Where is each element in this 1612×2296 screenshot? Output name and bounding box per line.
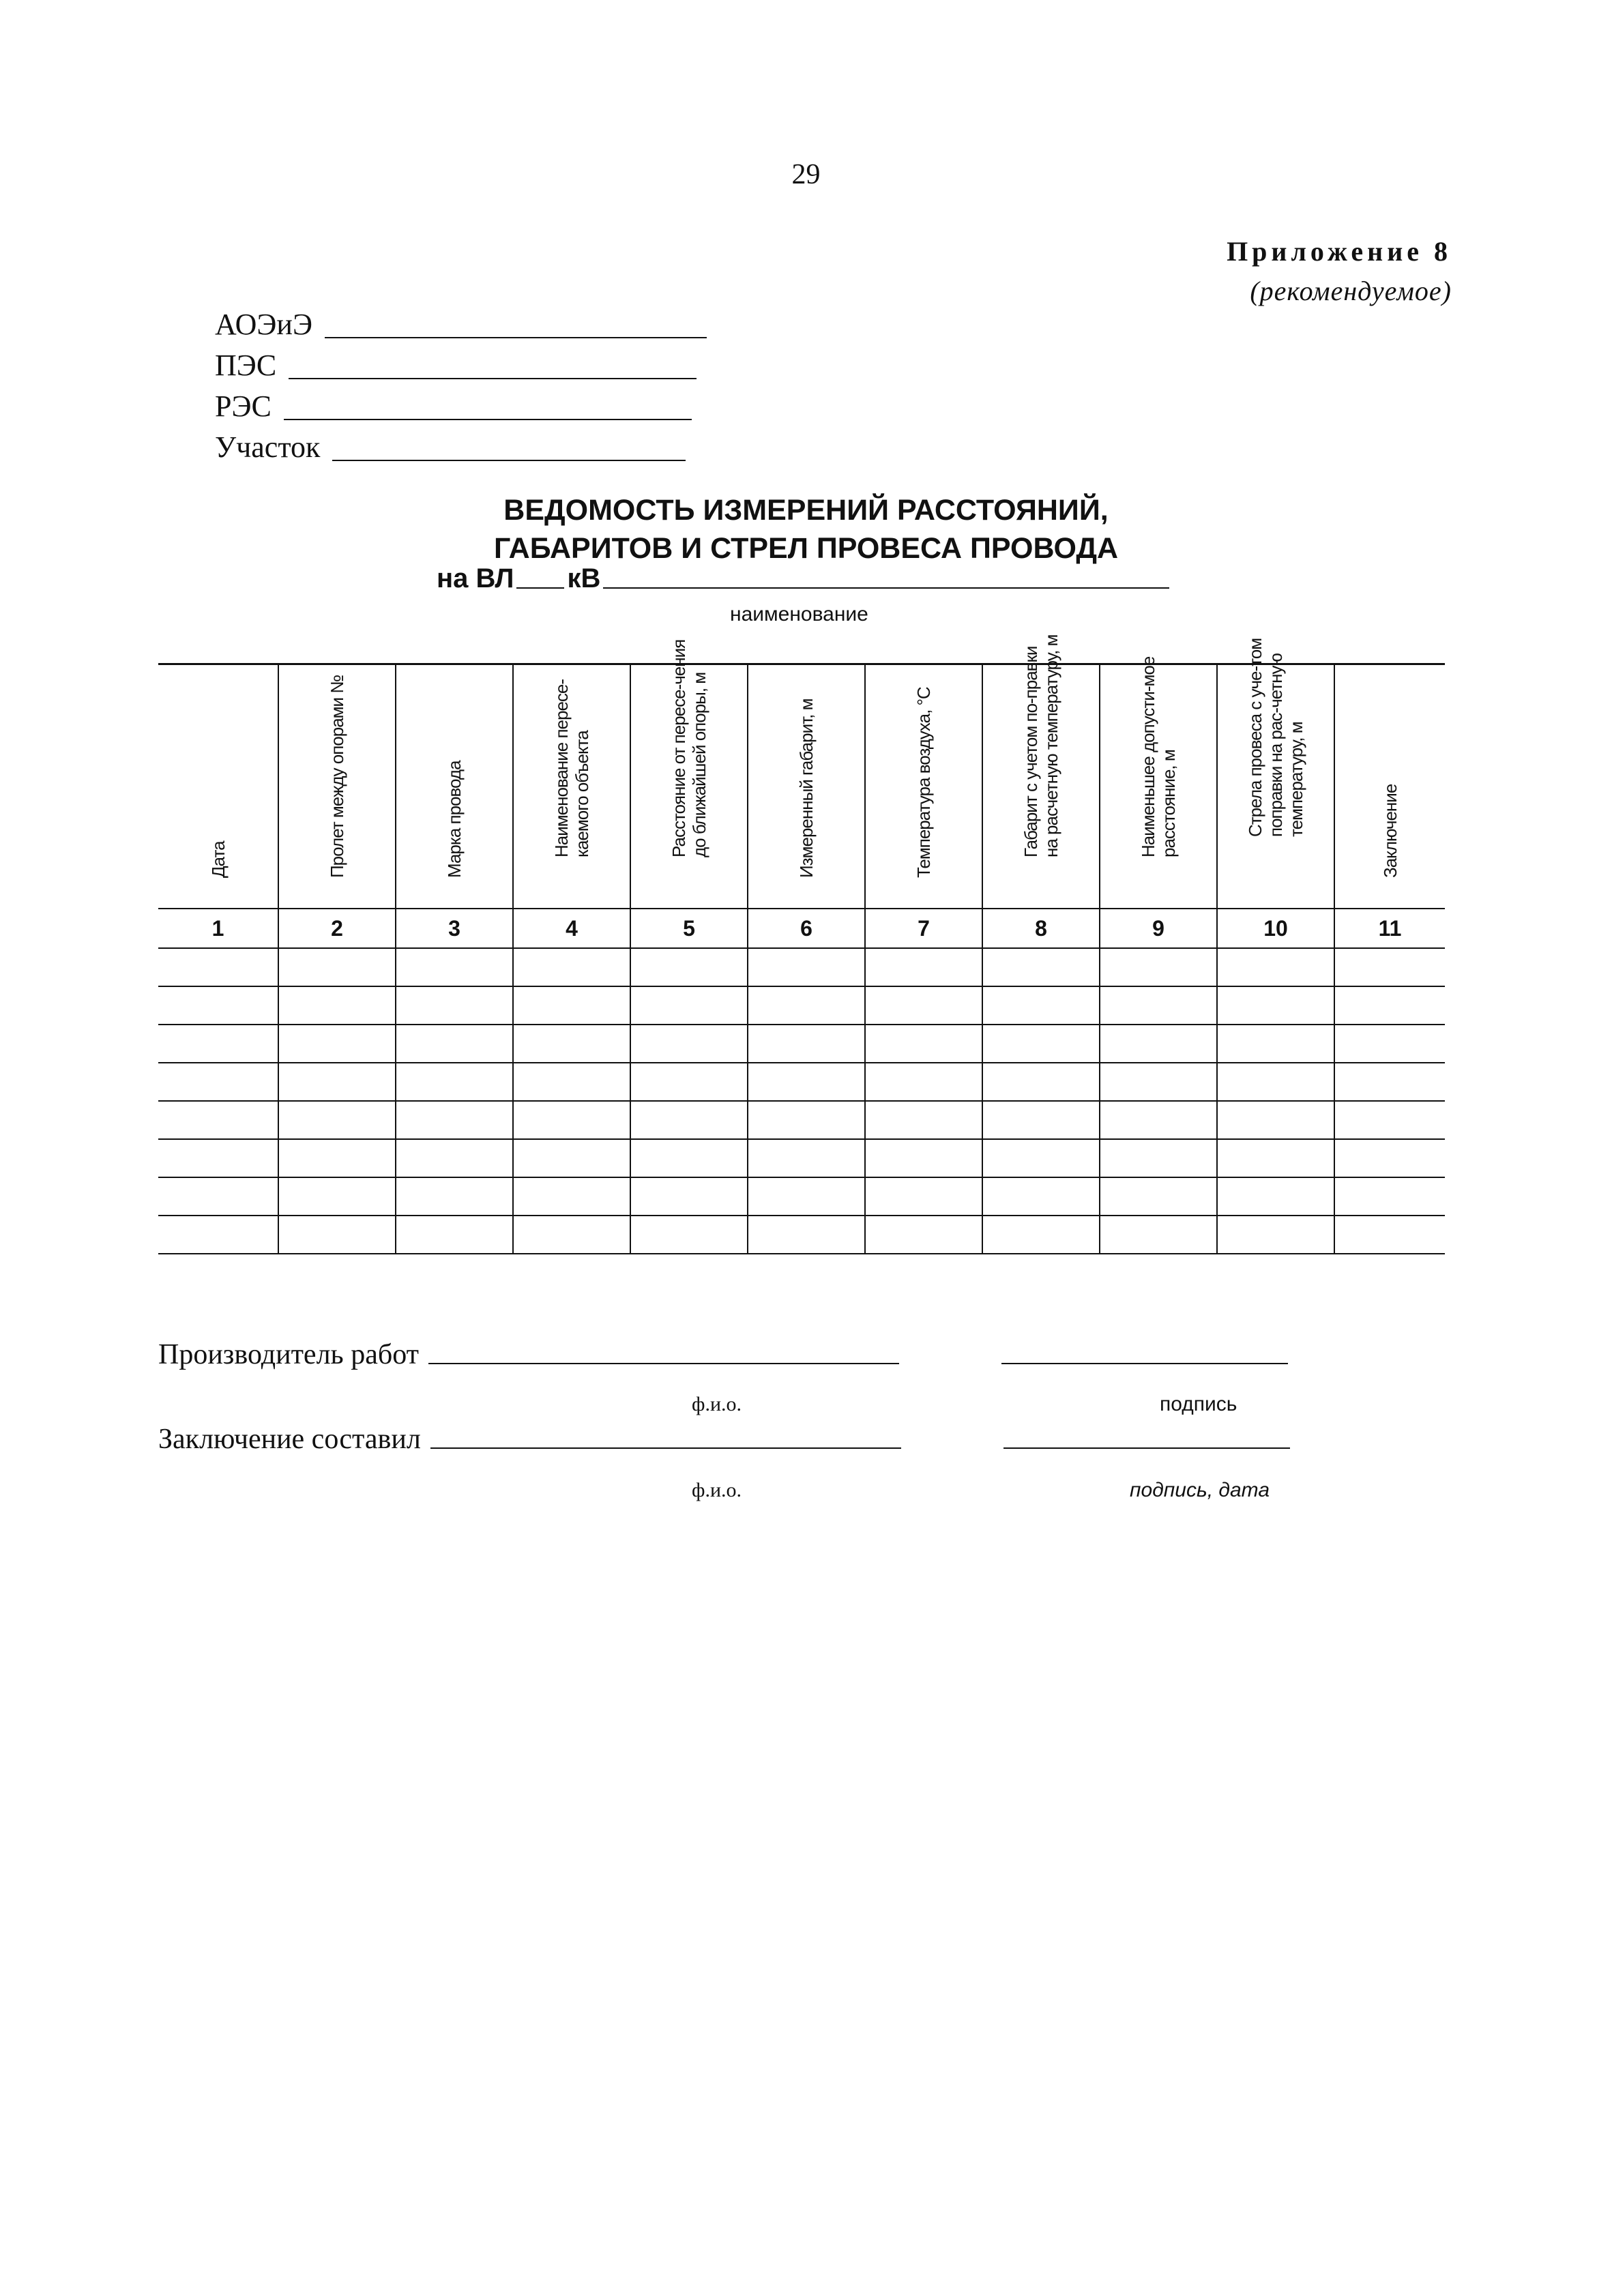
org-field-res <box>215 386 707 427</box>
column-number: 7 <box>865 909 982 948</box>
column-number: 5 <box>630 909 748 948</box>
column-header: Марка провода <box>396 664 513 909</box>
measurements-table <box>158 634 1445 1254</box>
column-number: 2 <box>278 909 396 948</box>
column-header: Заключение <box>1334 664 1445 909</box>
sign-line <box>1003 1447 1290 1449</box>
table-row <box>158 1216 1445 1254</box>
column-number: 10 <box>1217 909 1334 948</box>
document-title <box>0 491 1612 568</box>
column-header: Температура воздуха, °С <box>865 664 982 909</box>
column-number: 8 <box>982 909 1100 948</box>
vl-prefix: на ВЛ <box>437 563 514 593</box>
kv-label: кВ <box>567 563 601 593</box>
org-field-label: ПЭС <box>215 349 277 382</box>
fill-line <box>332 460 686 461</box>
column-number: 3 <box>396 909 513 948</box>
column-number: 1 <box>158 909 278 948</box>
sign-caption: подпись, дата <box>1130 1479 1270 1501</box>
fio-caption: ф.и.о. <box>692 1393 742 1415</box>
table-row <box>158 948 1445 986</box>
fill-line <box>325 337 707 338</box>
column-header: Расстояние от пересе-чения до ближайшей опоры, м <box>630 664 748 909</box>
page-number: 29 <box>791 159 821 190</box>
fio-line <box>428 1363 899 1364</box>
column-header: Габарит с учетом по-правки на расчетную температуру, м <box>982 664 1100 909</box>
org-field-label: АОЭиЭ <box>215 308 312 341</box>
table-row <box>158 1063 1445 1101</box>
column-number: 6 <box>748 909 865 948</box>
table-row <box>158 986 1445 1025</box>
column-header: Дата <box>158 664 278 909</box>
column-header: Измеренный габарит, м <box>748 664 865 909</box>
table-row <box>158 1177 1445 1216</box>
signature-performer <box>158 1338 1288 1371</box>
organization-fields <box>215 304 707 468</box>
table-row <box>158 1101 1445 1139</box>
fio-line <box>430 1447 901 1449</box>
signature-conclusion <box>158 1423 1290 1456</box>
fio-caption: ф.и.о. <box>692 1479 742 1501</box>
title-line-2: ГАБАРИТОВ И СТРЕЛ ПРОВЕСА ПРОВОДА <box>493 532 1119 565</box>
column-header: Наименьшее допусти-мое расстояние, м <box>1100 664 1217 909</box>
vl-line <box>437 563 1172 594</box>
signature-label: Производитель работ <box>158 1339 419 1370</box>
appendix-subtitle: (рекомендуемое) <box>1250 276 1452 306</box>
column-number-row <box>158 909 1445 948</box>
org-field-label: РЭС <box>215 389 272 423</box>
column-number: 9 <box>1100 909 1217 948</box>
title-line-1: ВЕДОМОСТЬ ИЗМЕРЕНИЙ РАССТОЯНИЙ, <box>503 494 1109 527</box>
table-header-row <box>158 664 1445 909</box>
fill-line <box>289 378 697 379</box>
column-header: Наименование пересе-каемого объекта <box>513 664 630 909</box>
fill-line <box>603 587 1169 589</box>
column-number: 11 <box>1334 909 1445 948</box>
org-field-uchastok <box>215 427 707 468</box>
signature-label: Заключение составил <box>158 1424 421 1455</box>
column-header: Пролет между опорами № <box>278 664 396 909</box>
org-field-pes <box>215 345 707 386</box>
table-row <box>158 1025 1445 1063</box>
appendix-title: Приложение 8 <box>1227 236 1452 267</box>
sign-caption: подпись <box>1160 1393 1237 1415</box>
org-field-label: Участок <box>215 430 321 464</box>
fill-line <box>516 587 564 589</box>
column-header: Стрела провеса с уче-том поправки на рас-четную температуру, м <box>1217 664 1334 909</box>
name-caption: наименование <box>730 603 868 625</box>
sign-line <box>1001 1363 1288 1364</box>
fill-line <box>284 419 692 420</box>
appendix-block <box>1227 232 1452 311</box>
table-row <box>158 1139 1445 1177</box>
org-field-aoeie <box>215 304 707 345</box>
column-number: 4 <box>513 909 630 948</box>
